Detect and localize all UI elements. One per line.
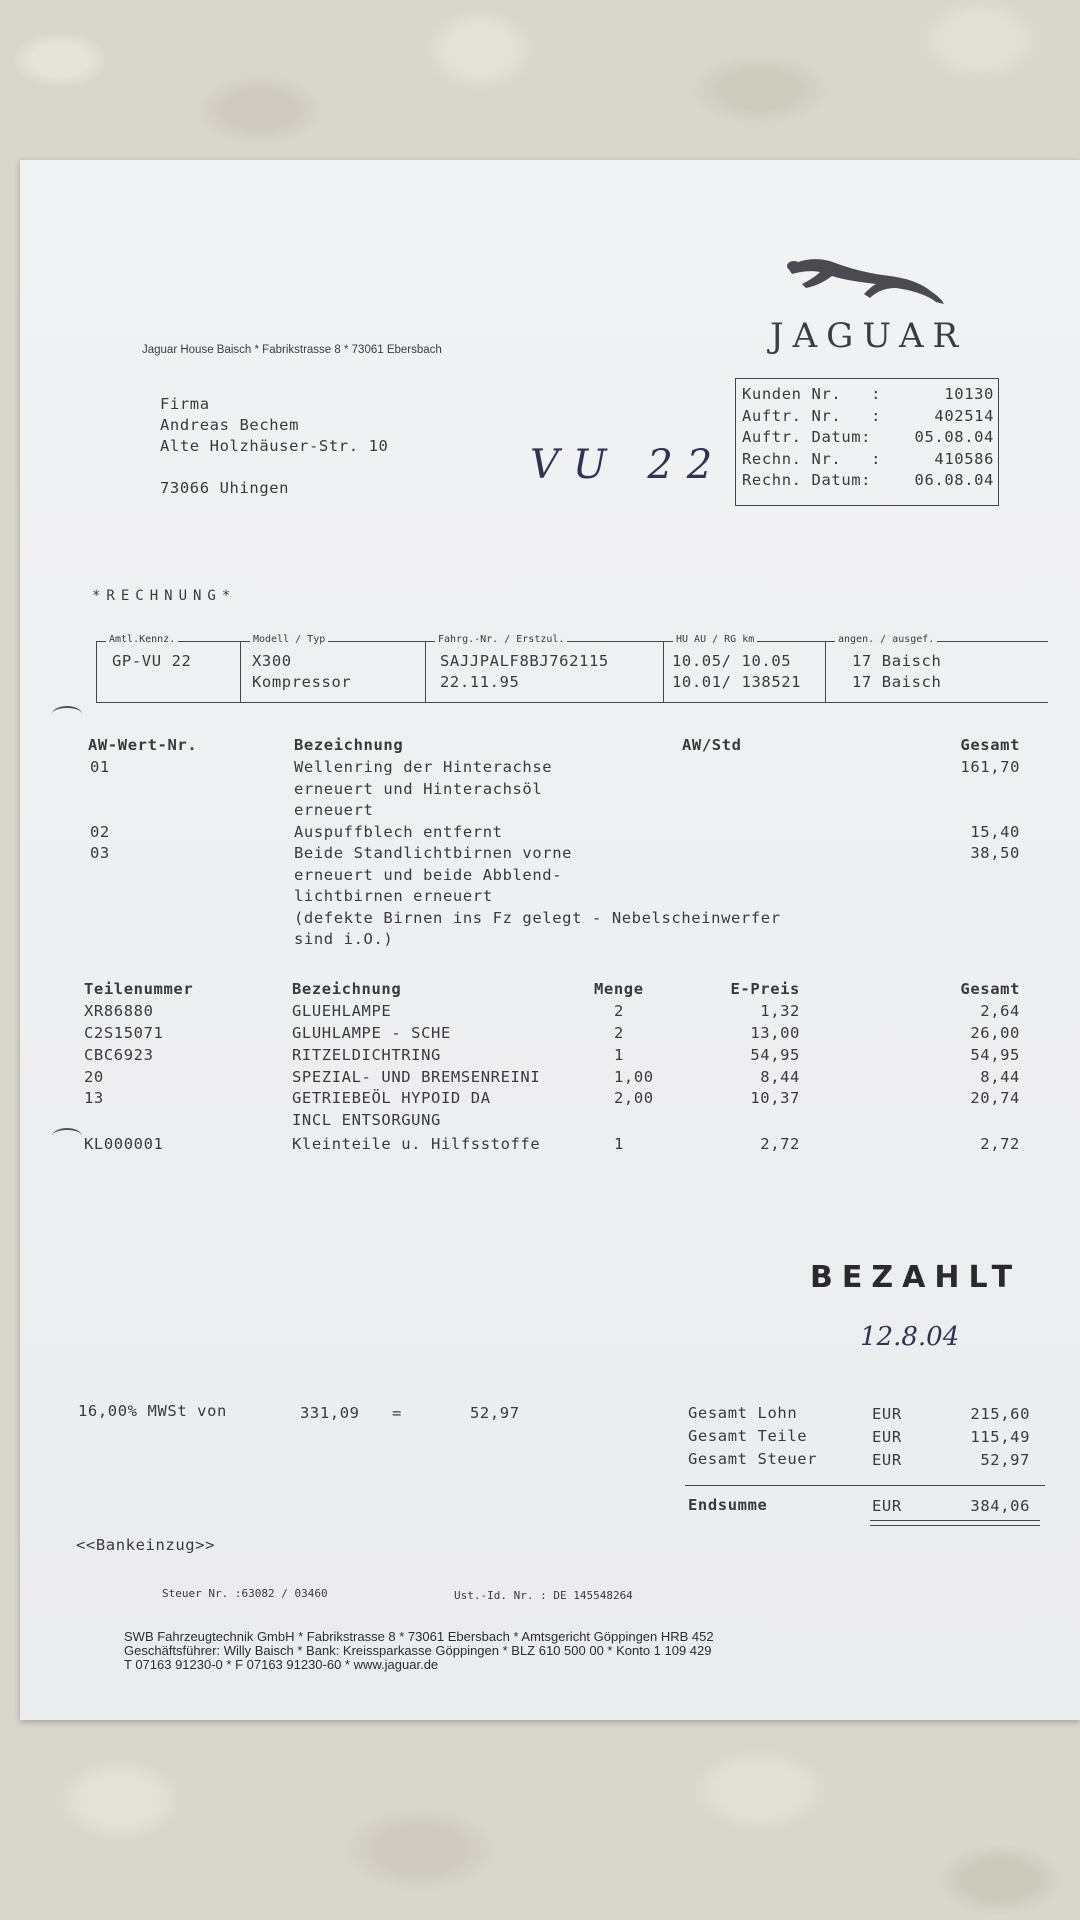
tax-base: 331,09 [300,1404,360,1422]
total-label: Gesamt Steuer [688,1450,818,1468]
part-number: CBC6923 [84,1046,154,1064]
vehicle-header: HU AU / RG km [673,634,757,645]
recipient-block [160,394,388,499]
total-currency: EUR [872,1428,902,1446]
part-total: 20,74 [970,1089,1020,1107]
parts-header-desc: Bezeichnung [292,980,402,998]
part-desc: GLUEHLAMPE [292,1002,392,1020]
info-row [742,449,994,471]
labor-desc-line: lichtbirnen erneuert [294,887,493,905]
part-number: 20 [84,1068,104,1086]
punch-mark [52,706,82,722]
info-label: Rechn. Nr. : [742,449,882,468]
recipient-line: Andreas Bechem [160,416,300,434]
paid-stamp: BEZAHLT [810,1260,1022,1295]
part-qty: 1 [614,1135,624,1153]
part-qty: 2 [614,1002,624,1020]
vehicle-cell: SAJJPALF8BJ762115 [440,652,609,670]
doc-title: *RECHNUNG* [92,588,237,604]
part-total: 2,64 [980,1002,1020,1020]
handwritten-note: VU 22 [530,442,727,488]
labor-header-nr: AW-Wert-Nr. [88,736,198,754]
total-value: 52,97 [980,1451,1030,1469]
part-desc: RITZELDICHTRING [292,1046,441,1064]
info-label: Kunden Nr. : [742,385,882,403]
parts-header-total: Gesamt [960,980,1020,998]
info-label: Rechn. Datum: [742,471,872,489]
vehicle-header: Fahrg.-Nr. / Erstzul. [435,634,567,645]
info-row [742,384,994,406]
part-unit-price: 10,37 [750,1089,800,1107]
punch-mark [52,1128,82,1144]
part-qty: 1 [614,1046,624,1064]
end-label: Endsumme [688,1496,768,1514]
part-total: 26,00 [970,1024,1020,1042]
recipient-line: 73066 Uhingen [160,479,290,497]
payment-method: <<Bankeinzug>> [76,1536,216,1554]
part-qty: 1,00 [614,1068,654,1086]
vehicle-cell: 10.01/ 138521 [672,673,802,691]
labor-header-desc: Bezeichnung [294,736,404,754]
vehicle-header: angen. / ausgef. [835,634,937,645]
labor-desc-line: (defekte Birnen ins Fz gelegt - Nebelscheinwerfer [294,908,781,927]
part-unit-price: 54,95 [750,1046,800,1064]
total-currency: EUR [872,1405,902,1423]
part-desc: SPEZIAL- UND BREMSENREINI [292,1068,541,1086]
labor-total: 15,40 [970,822,1020,841]
total-value: 115,49 [970,1428,1030,1446]
leaping-jaguar-icon [780,250,950,320]
vehicle-cell: 10.05/ 10.05 [672,652,792,670]
part-number: XR86880 [84,1002,154,1020]
part-number: KL000001 [84,1135,164,1153]
labor-desc-line: sind i.O.) [294,930,394,948]
labor-nr: 03 [90,844,110,862]
vehicle-cell: GP-VU 22 [112,652,192,670]
brand-wordmark: JAGUAR [770,316,968,356]
tax-number: Steuer Nr. :63082 / 03460 [162,1587,328,1600]
footer-line: T 07163 91230-0 * F 07163 91230-60 * www.jaguar.de [124,1657,439,1672]
labor-desc-line: erneuert und Hinterachsöl [294,779,543,798]
info-value: 410586 [934,449,994,468]
info-value: 402514 [934,406,994,425]
labor-desc-line: Auspuffblech entfernt [294,822,503,841]
labor-header-total: Gesamt [960,736,1020,754]
vehicle-cell: X300 [252,652,292,670]
part-total: 8,44 [980,1068,1020,1086]
invoice-info-box [735,378,999,506]
labor-desc-line: erneuert [294,801,374,819]
total-currency: EUR [872,1451,902,1469]
labor-header-aw: AW/Std [682,736,742,754]
part-total: 54,95 [970,1046,1020,1064]
part-total: 2,72 [980,1135,1020,1153]
vehicle-cell: 22.11.95 [440,673,520,691]
part-qty: 2 [614,1024,624,1042]
part-desc: Kleinteile u. Hilfsstoffe [292,1135,541,1153]
part-desc: GLUHLAMPE - SCHE [292,1024,451,1042]
labor-desc-line: erneuert und beide Abblend- [294,865,563,884]
info-label: Auftr. Datum: [742,428,872,446]
labor-total: 38,50 [970,844,1020,862]
part-unit-price: 13,00 [750,1024,800,1042]
vehicle-cell: Kompressor [252,673,352,691]
part-unit-price: 8,44 [760,1068,800,1086]
vehicle-header: Modell / Typ [250,634,328,645]
total-label: Gesamt Teile [688,1427,808,1445]
vat-id: Ust.-Id. Nr. : DE 145548264 [454,1589,633,1602]
parts-header-nr: Teilenummer [84,980,194,998]
vehicle-cell: 17 Baisch [852,673,942,691]
footer-line: Geschäftsführer: Willy Baisch * Bank: Kreissparkasse Göppingen * BLZ 610 500 00 * Konto 1 109 429 [124,1643,712,1658]
labor-nr: 01 [90,758,110,776]
labor-desc-line: Wellenring der Hinterachse [294,758,553,776]
parts-header-qty: Menge [594,980,644,998]
tax-equals: = [392,1404,402,1422]
paid-date: 12.8.04 [860,1322,960,1352]
part-unit-price: 2,72 [760,1135,800,1153]
info-value: 10130 [944,385,994,403]
recipient-line: Alte Holzhäuser-Str. 10 [160,437,389,455]
info-row [742,470,994,492]
vehicle-header: Amtl.Kennz. [106,634,178,645]
info-row [742,427,994,449]
tax-rate: 16,00% MWSt von [78,1402,227,1420]
total-value: 215,60 [970,1405,1030,1423]
part-desc: INCL ENTSORGUNG [292,1111,441,1129]
total-label: Gesamt Lohn [688,1404,798,1422]
part-unit-price: 1,32 [760,1002,800,1020]
parts-header-unit: E-Preis [730,980,800,998]
tax-amount: 52,97 [470,1404,520,1422]
sender-line: Jaguar House Baisch * Fabrikstrasse 8 * 73061 Ebersbach [142,344,442,356]
end-currency: EUR [872,1497,902,1515]
part-number: C2S15071 [84,1024,164,1042]
info-label: Auftr. Nr. : [742,406,882,425]
info-value: 06.08.04 [914,471,994,489]
info-value: 05.08.04 [914,428,994,446]
part-qty: 2,00 [614,1089,654,1107]
end-value: 384,06 [970,1497,1030,1515]
part-number: 13 [84,1089,104,1107]
labor-desc-line: Beide Standlichtbirnen vorne [294,844,573,862]
labor-total: 161,70 [960,758,1020,776]
vehicle-cell: 17 Baisch [852,652,942,670]
part-desc: GETRIEBEÖL HYPOID DA [292,1089,491,1107]
footer-line: SWB Fahrzeugtechnik GmbH * Fabrikstrasse 8 * 73061 Ebersbach * Amtsgericht Göppingen HRB 452 [124,1629,714,1644]
info-row [742,406,994,428]
labor-nr: 02 [90,822,110,841]
recipient-line: Firma [160,395,210,413]
footer [124,1630,714,1672]
invoice-paper [20,160,1080,1720]
